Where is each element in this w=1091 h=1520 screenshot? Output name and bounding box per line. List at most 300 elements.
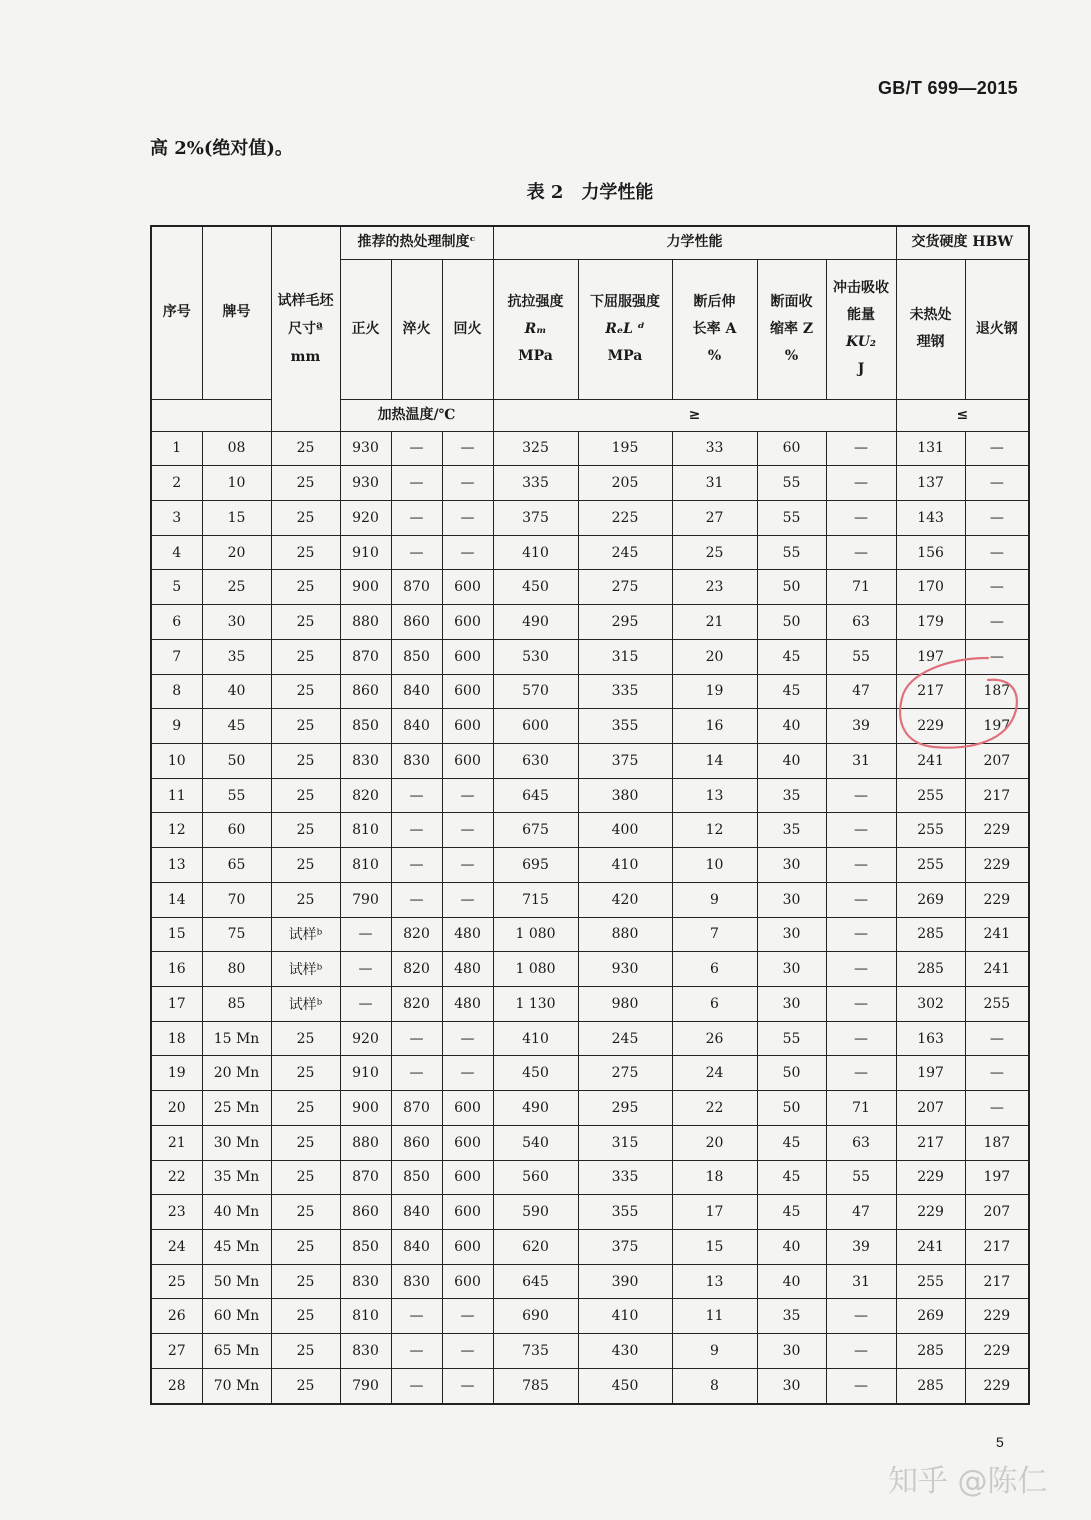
cell-blank-size: 25 <box>271 431 340 466</box>
header-impact-l1: 冲击吸收 <box>833 280 890 296</box>
cell-impact: — <box>826 1021 896 1056</box>
cell-annealed: 217 <box>965 1230 1029 1265</box>
cell-tensile: 570 <box>493 674 578 709</box>
cell-elongation: 10 <box>672 848 757 883</box>
cell-elongation: 19 <box>672 674 757 709</box>
cell-reduction: 45 <box>757 639 826 674</box>
cell-tensile: 735 <box>493 1334 578 1369</box>
cell-untreated: 197 <box>896 1056 965 1091</box>
header-heat-temp: 加热温度/℃ <box>340 399 493 431</box>
cell-seq: 26 <box>151 1299 202 1334</box>
table-body <box>151 431 1029 1404</box>
cell-grade: 55 <box>202 778 271 813</box>
cell-blank-size: 25 <box>271 1195 340 1230</box>
cell-untreated: 170 <box>896 570 965 605</box>
cell-quench: — <box>391 535 442 570</box>
cell-temper: 600 <box>442 570 493 605</box>
cell-elongation: 21 <box>672 605 757 640</box>
cell-untreated: 269 <box>896 882 965 917</box>
cell-elongation: 17 <box>672 1195 757 1230</box>
cell-quench: 840 <box>391 674 442 709</box>
cell-quench: 860 <box>391 605 442 640</box>
cell-seq: 13 <box>151 848 202 883</box>
cell-untreated: 217 <box>896 1125 965 1160</box>
cell-elongation: 9 <box>672 882 757 917</box>
cell-tensile: 410 <box>493 1021 578 1056</box>
cell-blank-size: 25 <box>271 1056 340 1091</box>
cell-elongation: 15 <box>672 1230 757 1265</box>
cell-tensile: 375 <box>493 500 578 535</box>
cell-untreated: 229 <box>896 1195 965 1230</box>
cell-impact: 47 <box>826 674 896 709</box>
cell-impact: — <box>826 882 896 917</box>
cell-normalize: 860 <box>340 674 391 709</box>
cell-impact: — <box>826 1368 896 1404</box>
cell-untreated: 207 <box>896 1091 965 1126</box>
cell-tensile: 630 <box>493 743 578 778</box>
cell-quench: — <box>391 500 442 535</box>
cell-normalize: 880 <box>340 605 391 640</box>
cell-annealed: 229 <box>965 848 1029 883</box>
header-elongation-l1: 断后伸 <box>693 293 736 310</box>
cell-annealed: 187 <box>965 1125 1029 1160</box>
cell-annealed: — <box>965 500 1029 535</box>
cell-temper: — <box>442 535 493 570</box>
cell-annealed: 187 <box>965 674 1029 709</box>
cell-yield: 430 <box>578 1334 672 1369</box>
cell-blank-size: 25 <box>271 813 340 848</box>
cell-elongation: 13 <box>672 778 757 813</box>
cell-tensile: 715 <box>493 882 578 917</box>
cell-untreated: 197 <box>896 639 965 674</box>
cell-reduction: 35 <box>757 813 826 848</box>
cell-impact: — <box>826 1334 896 1369</box>
cell-normalize: 790 <box>340 1368 391 1404</box>
cell-blank-size: 25 <box>271 500 340 535</box>
table-row <box>151 1368 1029 1404</box>
cell-quench: — <box>391 882 442 917</box>
cell-seq: 10 <box>151 743 202 778</box>
cell-tensile: 690 <box>493 1299 578 1334</box>
cell-tensile: 785 <box>493 1368 578 1404</box>
table-row <box>151 1195 1029 1230</box>
table-row <box>151 952 1029 987</box>
cell-reduction: 55 <box>757 500 826 535</box>
cell-yield: 410 <box>578 1299 672 1334</box>
header-blank-size <box>271 226 340 431</box>
cell-quench: — <box>391 813 442 848</box>
cell-elongation: 25 <box>672 535 757 570</box>
cell-impact: 71 <box>826 570 896 605</box>
cell-annealed: — <box>965 535 1029 570</box>
cell-elongation: 11 <box>672 1299 757 1334</box>
table-row <box>151 605 1029 640</box>
standard-code: GB/T 699—2015 <box>878 78 1018 98</box>
cell-temper: 600 <box>442 1125 493 1160</box>
cell-untreated: 285 <box>896 952 965 987</box>
cell-seq: 1 <box>151 431 202 466</box>
cell-yield: 275 <box>578 1056 672 1091</box>
cell-normalize: — <box>340 987 391 1022</box>
cell-quench: 840 <box>391 709 442 744</box>
cell-reduction: 30 <box>757 987 826 1022</box>
cell-elongation: 18 <box>672 1160 757 1195</box>
table-row <box>151 500 1029 535</box>
cell-quench: — <box>391 848 442 883</box>
watermark: 知乎 @陈仁 <box>888 1464 1048 1499</box>
header-normalize: 正火 <box>340 259 391 399</box>
cell-seq: 27 <box>151 1334 202 1369</box>
cell-yield: 355 <box>578 1195 672 1230</box>
cell-seq: 23 <box>151 1195 202 1230</box>
cell-temper: 600 <box>442 709 493 744</box>
table-row <box>151 1056 1029 1091</box>
cell-impact: — <box>826 917 896 952</box>
cell-blank-size: 25 <box>271 1021 340 1056</box>
header-hardness: 交货硬度 HBW <box>896 226 1029 259</box>
cell-blank-size: 25 <box>271 1299 340 1334</box>
cell-seq: 22 <box>151 1160 202 1195</box>
table-row <box>151 1264 1029 1299</box>
cell-temper: 480 <box>442 987 493 1022</box>
cell-temper: — <box>442 1056 493 1091</box>
cell-quench: — <box>391 1056 442 1091</box>
cell-grade: 25 Mn <box>202 1091 271 1126</box>
cell-temper: — <box>442 1299 493 1334</box>
cell-impact: 63 <box>826 1125 896 1160</box>
cell-blank-size: 25 <box>271 1160 340 1195</box>
cell-quench: — <box>391 466 442 501</box>
table-row <box>151 1021 1029 1056</box>
cell-annealed: 207 <box>965 743 1029 778</box>
cell-grade: 70 <box>202 882 271 917</box>
cell-reduction: 55 <box>757 535 826 570</box>
cell-yield: 410 <box>578 848 672 883</box>
cell-grade: 60 <box>202 813 271 848</box>
cell-elongation: 9 <box>672 1334 757 1369</box>
cell-elongation: 14 <box>672 743 757 778</box>
table-row <box>151 848 1029 883</box>
cell-untreated: 255 <box>896 848 965 883</box>
cell-seq: 12 <box>151 813 202 848</box>
cell-annealed: 217 <box>965 778 1029 813</box>
cell-yield: 195 <box>578 431 672 466</box>
table-row <box>151 709 1029 744</box>
cell-temper: — <box>442 500 493 535</box>
cell-grade: 25 <box>202 570 271 605</box>
header-elongation-l3: % <box>707 347 722 364</box>
header-heat-treatment: 推荐的热处理制度ᶜ <box>340 226 493 259</box>
cell-blank-size: 25 <box>271 639 340 674</box>
cell-untreated: 179 <box>896 605 965 640</box>
cell-blank-size: 25 <box>271 848 340 883</box>
cell-seq: 9 <box>151 709 202 744</box>
cell-untreated: 241 <box>896 1230 965 1265</box>
cell-reduction: 30 <box>757 848 826 883</box>
cell-tensile: 600 <box>493 709 578 744</box>
cell-reduction: 55 <box>757 1021 826 1056</box>
header-blank-size-label: 试样毛坯尺寸ª mm <box>277 292 334 365</box>
cell-quench: 850 <box>391 639 442 674</box>
table-title: 表 2 力学性能 <box>526 182 654 203</box>
cell-tensile: 325 <box>493 431 578 466</box>
header-le: ≤ <box>896 399 1029 431</box>
cell-reduction: 50 <box>757 1056 826 1091</box>
cell-impact: 31 <box>826 1264 896 1299</box>
cell-quench: 870 <box>391 570 442 605</box>
cell-seq: 4 <box>151 535 202 570</box>
cell-untreated: 302 <box>896 987 965 1022</box>
cell-elongation: 31 <box>672 466 757 501</box>
cell-grade: 50 <box>202 743 271 778</box>
cell-normalize: 810 <box>340 813 391 848</box>
cell-temper: 600 <box>442 1160 493 1195</box>
cell-normalize: 930 <box>340 431 391 466</box>
cell-normalize: 870 <box>340 639 391 674</box>
header-annealed: 退火钢 <box>965 259 1029 399</box>
cell-elongation: 20 <box>672 1125 757 1160</box>
cell-temper: — <box>442 1021 493 1056</box>
cell-reduction: 45 <box>757 1160 826 1195</box>
cell-seq: 21 <box>151 1125 202 1160</box>
cell-annealed: — <box>965 1091 1029 1126</box>
cell-impact: — <box>826 813 896 848</box>
cell-impact: — <box>826 778 896 813</box>
cell-tensile: 1 080 <box>493 917 578 952</box>
cell-grade: 65 Mn <box>202 1334 271 1369</box>
cell-impact: 39 <box>826 709 896 744</box>
header-impact-l3: KU₂ <box>846 334 877 350</box>
page-number: 5 <box>996 1434 1004 1450</box>
cell-temper: 600 <box>442 639 493 674</box>
cell-tensile: 335 <box>493 466 578 501</box>
table-row <box>151 917 1029 952</box>
cell-untreated: 255 <box>896 1264 965 1299</box>
cell-quench: — <box>391 431 442 466</box>
header-temper: 回火 <box>442 259 493 399</box>
cell-yield: 400 <box>578 813 672 848</box>
cell-temper: — <box>442 813 493 848</box>
cell-normalize: 850 <box>340 709 391 744</box>
table-row <box>151 813 1029 848</box>
cell-seq: 20 <box>151 1091 202 1126</box>
cell-reduction: 45 <box>757 674 826 709</box>
cell-normalize: 910 <box>340 535 391 570</box>
cell-blank-size: 25 <box>271 1368 340 1404</box>
cell-grade: 15 <box>202 500 271 535</box>
cell-temper: 600 <box>442 674 493 709</box>
header-impact-l2: 能量 <box>847 307 876 323</box>
cell-reduction: 30 <box>757 1368 826 1404</box>
cell-elongation: 13 <box>672 1264 757 1299</box>
cell-elongation: 7 <box>672 917 757 952</box>
cell-blank-size: 25 <box>271 674 340 709</box>
cell-quench: — <box>391 1334 442 1369</box>
cell-tensile: 540 <box>493 1125 578 1160</box>
cell-quench: 840 <box>391 1195 442 1230</box>
header-untreated-l2: 理钢 <box>916 334 945 350</box>
header-untreated-l1: 未热处 <box>909 307 952 323</box>
header-yield-l1: 下屈服强度 <box>590 293 661 310</box>
cell-seq: 19 <box>151 1056 202 1091</box>
cell-impact: 55 <box>826 1160 896 1195</box>
cell-tensile: 695 <box>493 848 578 883</box>
cell-yield: 375 <box>578 743 672 778</box>
cell-blank-size: 25 <box>271 778 340 813</box>
cell-annealed: 197 <box>965 709 1029 744</box>
cell-tensile: 1 080 <box>493 952 578 987</box>
cell-elongation: 6 <box>672 987 757 1022</box>
cell-grade: 45 Mn <box>202 1230 271 1265</box>
table-row <box>151 1230 1029 1265</box>
cell-reduction: 30 <box>757 882 826 917</box>
cell-elongation: 33 <box>672 431 757 466</box>
cell-normalize: — <box>340 952 391 987</box>
cell-elongation: 23 <box>672 570 757 605</box>
cell-temper: 600 <box>442 1091 493 1126</box>
cell-impact: — <box>826 535 896 570</box>
table-row <box>151 431 1029 466</box>
table-row <box>151 535 1029 570</box>
cell-grade: 80 <box>202 952 271 987</box>
cell-blank-size: 25 <box>271 882 340 917</box>
cell-tensile: 490 <box>493 1091 578 1126</box>
header-yield-l3: MPa <box>607 347 643 364</box>
cell-reduction: 40 <box>757 1264 826 1299</box>
cell-quench: 820 <box>391 917 442 952</box>
cell-tensile: 675 <box>493 813 578 848</box>
cell-tensile: 1 130 <box>493 987 578 1022</box>
cell-quench: 820 <box>391 952 442 987</box>
cell-blank-size: 25 <box>271 709 340 744</box>
cell-reduction: 50 <box>757 605 826 640</box>
cell-annealed: 229 <box>965 813 1029 848</box>
cell-grade: 75 <box>202 917 271 952</box>
cell-seq: 6 <box>151 605 202 640</box>
header-grade: 牌号 <box>202 226 271 399</box>
cell-reduction: 40 <box>757 743 826 778</box>
cell-blank-size: 25 <box>271 1264 340 1299</box>
cell-annealed: 197 <box>965 1160 1029 1195</box>
table-row <box>151 987 1029 1022</box>
cell-yield: 390 <box>578 1264 672 1299</box>
cell-seq: 16 <box>151 952 202 987</box>
cell-impact: — <box>826 1299 896 1334</box>
cell-untreated: 241 <box>896 743 965 778</box>
cell-yield: 335 <box>578 1160 672 1195</box>
cell-blank-size: 25 <box>271 1230 340 1265</box>
cell-quench: 850 <box>391 1160 442 1195</box>
cell-untreated: 269 <box>896 1299 965 1334</box>
cell-tensile: 590 <box>493 1195 578 1230</box>
cell-normalize: 920 <box>340 1021 391 1056</box>
cell-grade: 08 <box>202 431 271 466</box>
cell-reduction: 60 <box>757 431 826 466</box>
header-tensile-l2: Rₘ <box>524 320 547 337</box>
cell-yield: 245 <box>578 1021 672 1056</box>
cell-normalize: 920 <box>340 500 391 535</box>
cell-yield: 880 <box>578 917 672 952</box>
cell-elongation: 12 <box>672 813 757 848</box>
header-reduction <box>757 259 826 399</box>
cell-seq: 11 <box>151 778 202 813</box>
cell-blank-size: 25 <box>271 743 340 778</box>
header-elongation <box>672 259 757 399</box>
cell-grade: 20 <box>202 535 271 570</box>
cell-impact: — <box>826 500 896 535</box>
header-mech-properties: 力学性能 <box>493 226 896 259</box>
cell-untreated: 229 <box>896 1160 965 1195</box>
table-row <box>151 1334 1029 1369</box>
cell-temper: — <box>442 466 493 501</box>
cell-quench: — <box>391 1021 442 1056</box>
cell-tensile: 450 <box>493 1056 578 1091</box>
header-elongation-l2: 长率 A <box>692 320 737 337</box>
cell-untreated: 285 <box>896 917 965 952</box>
header-impact-l4: J <box>857 361 865 377</box>
cell-grade: 45 <box>202 709 271 744</box>
cell-normalize: 880 <box>340 1125 391 1160</box>
cell-annealed: — <box>965 431 1029 466</box>
cell-untreated: 285 <box>896 1368 965 1404</box>
cell-yield: 295 <box>578 1091 672 1126</box>
cell-blank-size: 25 <box>271 1091 340 1126</box>
cell-quench: 860 <box>391 1125 442 1160</box>
table-row <box>151 1125 1029 1160</box>
cell-quench: — <box>391 1299 442 1334</box>
cell-annealed: — <box>965 1021 1029 1056</box>
cell-impact: 39 <box>826 1230 896 1265</box>
cell-tensile: 645 <box>493 1264 578 1299</box>
cell-elongation: 20 <box>672 639 757 674</box>
header-quench: 淬火 <box>391 259 442 399</box>
cell-impact: — <box>826 1056 896 1091</box>
header-reduction-l3: % <box>784 347 799 364</box>
cell-reduction: 45 <box>757 1195 826 1230</box>
cell-impact: — <box>826 431 896 466</box>
cell-annealed: 241 <box>965 917 1029 952</box>
cell-seq: 15 <box>151 917 202 952</box>
header-tensile-l3: MPa <box>518 347 553 364</box>
cell-annealed: — <box>965 1056 1029 1091</box>
cell-blank-size: 25 <box>271 466 340 501</box>
cell-seq: 8 <box>151 674 202 709</box>
cell-impact: 71 <box>826 1091 896 1126</box>
cell-elongation: 26 <box>672 1021 757 1056</box>
cell-yield: 315 <box>578 639 672 674</box>
cell-yield: 315 <box>578 1125 672 1160</box>
cell-impact: 47 <box>826 1195 896 1230</box>
table-row <box>151 778 1029 813</box>
cell-seq: 14 <box>151 882 202 917</box>
cell-annealed: 241 <box>965 952 1029 987</box>
cell-yield: 930 <box>578 952 672 987</box>
cell-grade: 35 <box>202 639 271 674</box>
cell-tensile: 620 <box>493 1230 578 1265</box>
cell-blank-size: 试样ᵇ <box>271 917 340 952</box>
cell-tensile: 410 <box>493 535 578 570</box>
cell-seq: 3 <box>151 500 202 535</box>
cell-annealed: 217 <box>965 1264 1029 1299</box>
cell-elongation: 16 <box>672 709 757 744</box>
cell-seq: 18 <box>151 1021 202 1056</box>
header-seq: 序号 <box>151 226 202 399</box>
cell-yield: 375 <box>578 1230 672 1265</box>
cell-quench: — <box>391 1368 442 1404</box>
cell-normalize: 910 <box>340 1056 391 1091</box>
cell-yield: 380 <box>578 778 672 813</box>
cell-grade: 65 <box>202 848 271 883</box>
